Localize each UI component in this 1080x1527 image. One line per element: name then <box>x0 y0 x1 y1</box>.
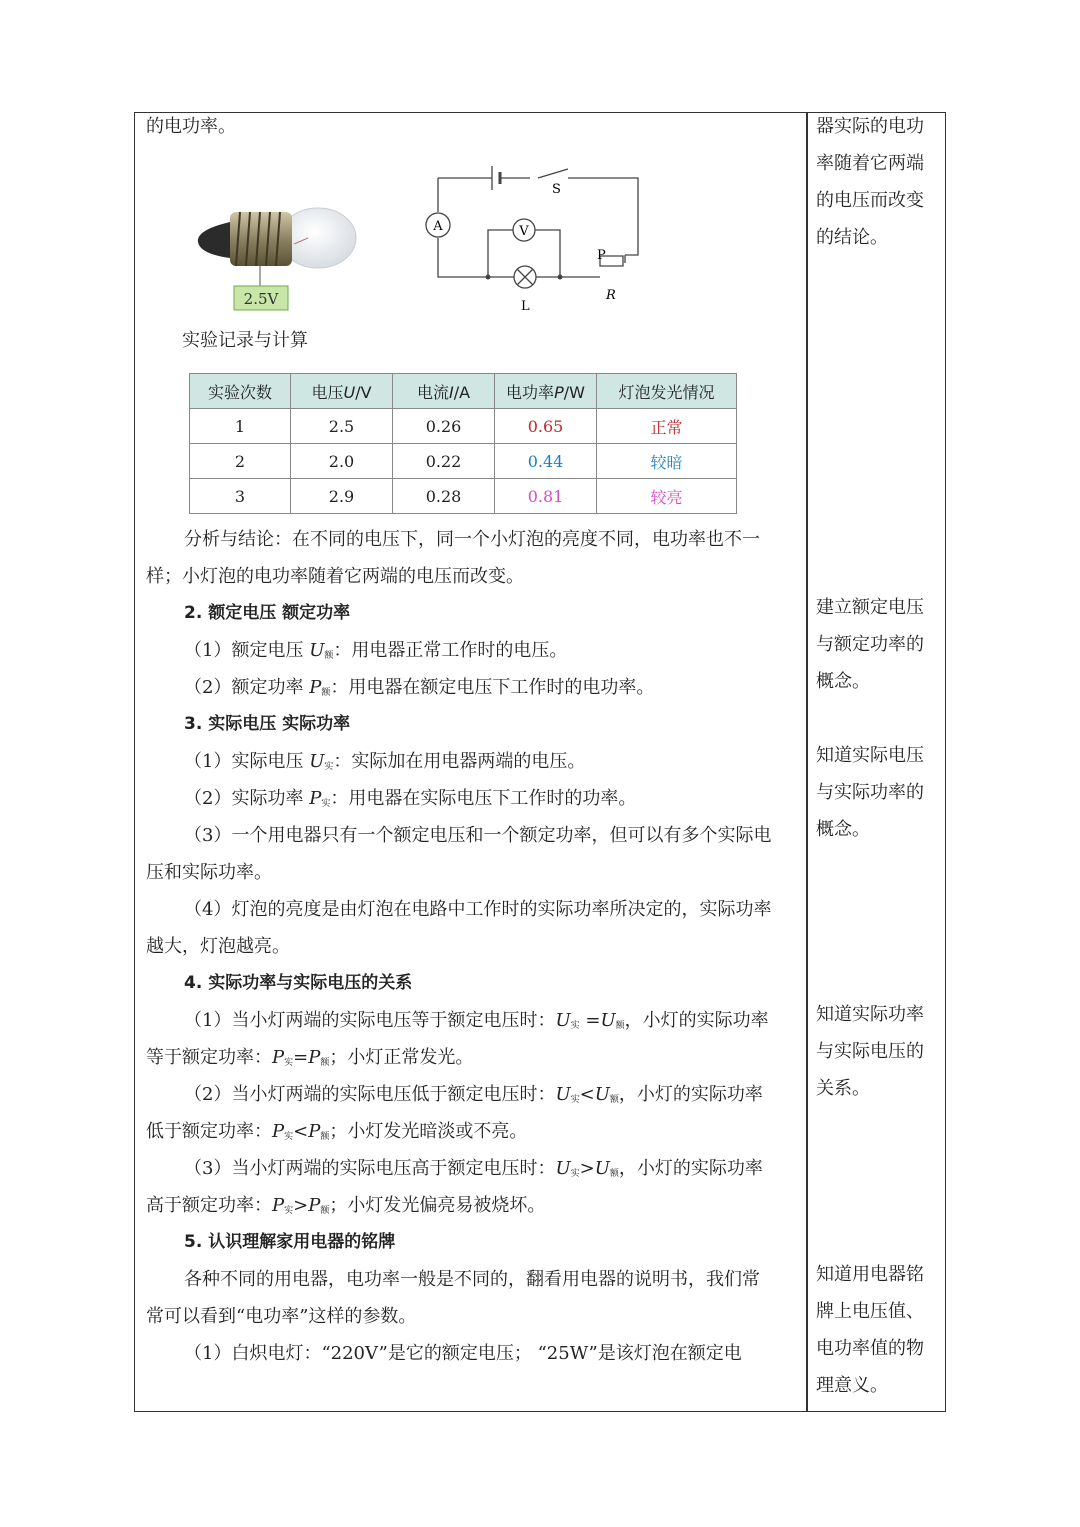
sec4-case-3-line-1: （3）当小灯两端的实际电压高于额定电压时：$U_实>U_额$，小灯的实际功率 <box>184 1158 763 1179</box>
bulb-image <box>190 200 370 315</box>
bulb-voltage-label: 2.5V <box>243 290 279 308</box>
experiment-table <box>189 373 737 514</box>
sec4-case-1-line-2: 等于额定功率：$P_实=P_额$；小灯正常发光。 <box>146 1047 474 1068</box>
voltage-cell: 2.9 <box>291 479 393 514</box>
voltage-cell: 2.0 <box>291 444 393 479</box>
power-cell: 0.44 <box>495 444 597 479</box>
table-header-row <box>190 374 737 409</box>
voltmeter-label: V <box>519 224 529 239</box>
sec5-paragraph-line-1: 各种不同的用电器，电功率一般是不同的，翻看用电器的说明书，我们常 <box>184 1269 760 1290</box>
col-trial: 实验次数 <box>190 374 291 409</box>
sec5-item-1: （1）白炽电灯：“220V”是它的额定电压； “25W”是该灯泡在额定电 <box>184 1343 742 1364</box>
side-note-4: 知道实际功率 与实际电压的 关系。 <box>816 1004 924 1099</box>
col-brightness: 灯泡发光情况 <box>597 374 737 409</box>
slider-label: P <box>597 248 606 263</box>
intro-fragment: 的电功率。 <box>146 116 236 137</box>
side-note-5: 知道用电器铭 牌上电压值、 电功率值的物 理意义。 <box>816 1264 924 1396</box>
brightness-cell: 较暗 <box>597 444 737 479</box>
junction-left <box>486 275 491 280</box>
voltage-cell: 2.5 <box>291 409 393 444</box>
power-cell: 0.81 <box>495 479 597 514</box>
brightness-cell: 较亮 <box>597 479 737 514</box>
sec5-paragraph-line-2: 常可以看到“电功率”这样的参数。 <box>146 1306 417 1327</box>
section-5-heading: 5. 认识理解家用电器的铭牌 <box>184 1232 396 1252</box>
sec2-item-1: （1）额定电压 $U_额$：用电器正常工作时的电压。 <box>184 640 568 661</box>
sec3-item-1: （1）实际电压 $U_实$：实际加在用电器两端的电压。 <box>184 751 586 772</box>
bulb-contact <box>198 222 230 258</box>
sec4-case-2-line-1: （2）当小灯两端的实际电压低于额定电压时：$U_实<U_额$，小灯的实际功率 <box>184 1084 763 1105</box>
switch-label: S <box>552 182 561 197</box>
sec4-case-3-line-2: 高于额定功率：$P_实>P_额$；小灯发光偏亮易被烧坏。 <box>146 1195 546 1216</box>
side-note-1: 器实际的电功 率随着它两端 的电压而改变 的结论。 <box>816 116 924 248</box>
col-voltage: 电压U/V <box>291 374 393 409</box>
analysis-line-1: 分析与结论：在不同的电压下，同一个小灯泡的亮度不同，电功率也不一 <box>184 529 760 550</box>
trial-cell: 3 <box>190 479 291 514</box>
lamp-label: L <box>521 299 530 314</box>
section-3-heading: 3. 实际电压 实际功率 <box>184 714 351 734</box>
sec4-case-1-line-1: （1）当小灯两端的实际电压等于额定电压时：$U_实 =U_额$，小灯的实际功率 <box>184 1010 769 1031</box>
side-note-2: 建立额定电压 与额定功率的 概念。 <box>816 597 924 692</box>
resistor-label: R <box>606 288 616 303</box>
sec3-item-4-line-1: （4）灯泡的亮度是由灯泡在电路中工作时的实际功率所决定的，实际功率 <box>184 899 772 920</box>
sec3-item-4-line-2: 越大，灯泡越亮。 <box>146 936 290 957</box>
current-cell: 0.22 <box>393 444 495 479</box>
current-cell: 0.28 <box>393 479 495 514</box>
col-current: 电流I/A <box>393 374 495 409</box>
analysis-line-2: 样；小灯泡的电功率随着它两端的电压而改变。 <box>146 566 524 587</box>
table-caption: 实验记录与计算 <box>182 330 308 351</box>
table-row <box>190 444 737 479</box>
sec4-case-2-line-2: 低于额定功率：$P_实<P_额$；小灯发光暗淡或不亮。 <box>146 1121 528 1142</box>
top-wire <box>438 169 638 255</box>
sec2-item-2: （2）额定功率 $P_额$：用电器在额定电压下工作时的电功率。 <box>184 677 655 698</box>
trial-cell: 2 <box>190 444 291 479</box>
circuit-diagram <box>420 155 650 320</box>
table-row <box>190 479 737 514</box>
junction-right <box>558 275 563 280</box>
col-power: 电功率P/W <box>495 374 597 409</box>
power-cell: 0.65 <box>495 409 597 444</box>
current-cell: 0.26 <box>393 409 495 444</box>
section-4-heading: 4. 实际功率与实际电压的关系 <box>184 973 413 993</box>
sec3-item-2: （2）实际功率 $P_实$：用电器在实际电压下工作时的功率。 <box>184 788 637 809</box>
table-row <box>190 409 737 444</box>
ammeter-label: A <box>433 219 443 234</box>
trial-cell: 1 <box>190 409 291 444</box>
side-note-3: 知道实际电压 与实际功率的 概念。 <box>816 745 924 840</box>
section-2-heading: 2. 额定电压 额定功率 <box>184 603 351 623</box>
brightness-cell: 正常 <box>597 409 737 444</box>
sec3-item-3-line-2: 压和实际功率。 <box>146 862 272 883</box>
sec3-item-3-line-1: （3）一个用电器只有一个额定电压和一个额定功率，但可以有多个实际电 <box>184 825 772 846</box>
